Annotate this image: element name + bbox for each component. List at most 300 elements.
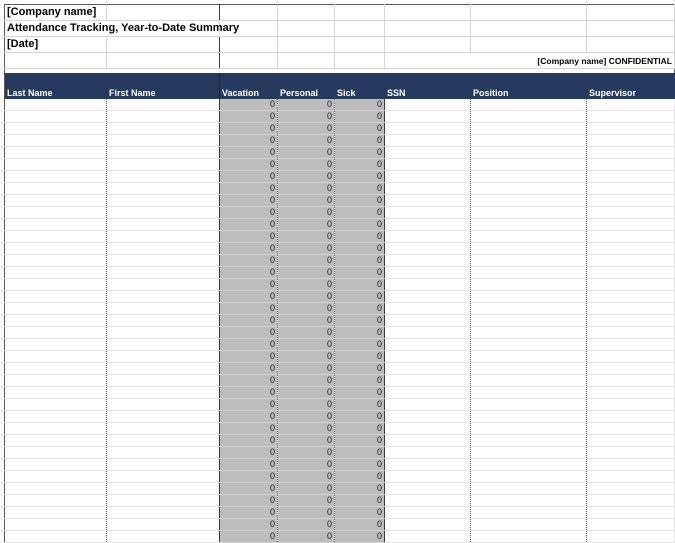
supervisor-cell[interactable]	[587, 494, 675, 506]
header-empty-cell[interactable]	[587, 5, 675, 21]
supervisor-cell[interactable]	[587, 350, 675, 362]
first-name-cell[interactable]	[107, 302, 220, 314]
supervisor-cell[interactable]	[587, 446, 675, 458]
personal-cell[interactable]: 0	[278, 134, 335, 146]
vacation-cell[interactable]: 0	[220, 326, 278, 338]
sick-cell[interactable]: 0	[335, 122, 385, 134]
supervisor-cell[interactable]	[587, 434, 675, 446]
ssn-cell[interactable]	[385, 230, 471, 242]
supervisor-cell[interactable]	[587, 122, 675, 134]
last-name-cell[interactable]	[5, 422, 107, 434]
first-name-cell[interactable]	[107, 374, 220, 386]
ssn-cell[interactable]	[385, 302, 471, 314]
position-cell[interactable]	[471, 386, 587, 398]
personal-cell[interactable]: 0	[278, 386, 335, 398]
personal-cell[interactable]: 0	[278, 266, 335, 278]
ssn-cell[interactable]	[385, 110, 471, 122]
first-name-cell[interactable]	[107, 506, 220, 518]
supervisor-cell[interactable]	[587, 410, 675, 422]
ssn-cell[interactable]	[385, 122, 471, 134]
personal-cell[interactable]: 0	[278, 254, 335, 266]
header-empty-cell[interactable]	[471, 21, 587, 37]
position-cell[interactable]	[471, 314, 587, 326]
sick-cell[interactable]: 0	[335, 254, 385, 266]
position-cell[interactable]	[471, 278, 587, 290]
vacation-cell[interactable]: 0	[220, 470, 278, 482]
sick-cell[interactable]: 0	[335, 494, 385, 506]
vacation-cell[interactable]: 0	[220, 230, 278, 242]
first-name-cell[interactable]	[107, 314, 220, 326]
first-name-cell[interactable]	[107, 110, 220, 122]
ssn-cell[interactable]	[385, 158, 471, 170]
header-empty-cell[interactable]	[587, 37, 675, 53]
ssn-cell[interactable]	[385, 482, 471, 494]
header-empty-cell[interactable]	[335, 53, 385, 69]
supervisor-cell[interactable]	[587, 158, 675, 170]
position-cell[interactable]	[471, 302, 587, 314]
supervisor-cell[interactable]	[587, 266, 675, 278]
supervisor-cell[interactable]	[587, 374, 675, 386]
vacation-cell[interactable]: 0	[220, 182, 278, 194]
personal-cell[interactable]: 0	[278, 470, 335, 482]
ssn-cell[interactable]	[385, 422, 471, 434]
last-name-cell[interactable]	[5, 470, 107, 482]
last-name-cell[interactable]	[5, 134, 107, 146]
vacation-cell[interactable]: 0	[220, 422, 278, 434]
sick-cell[interactable]: 0	[335, 110, 385, 122]
personal-cell[interactable]: 0	[278, 374, 335, 386]
personal-cell[interactable]: 0	[278, 146, 335, 158]
supervisor-cell[interactable]	[587, 170, 675, 182]
position-cell[interactable]	[471, 530, 587, 542]
col-header-first-name[interactable]: First Name	[107, 74, 220, 99]
personal-cell[interactable]: 0	[278, 230, 335, 242]
supervisor-cell[interactable]	[587, 506, 675, 518]
supervisor-cell[interactable]	[587, 314, 675, 326]
position-cell[interactable]	[471, 494, 587, 506]
ssn-cell[interactable]	[385, 218, 471, 230]
vacation-cell[interactable]: 0	[220, 434, 278, 446]
first-name-cell[interactable]	[107, 134, 220, 146]
ssn-cell[interactable]	[385, 458, 471, 470]
personal-cell[interactable]: 0	[278, 410, 335, 422]
supervisor-cell[interactable]	[587, 422, 675, 434]
position-cell[interactable]	[471, 374, 587, 386]
ssn-cell[interactable]	[385, 362, 471, 374]
header-empty-cell[interactable]	[471, 5, 587, 21]
supervisor-cell[interactable]	[587, 99, 675, 111]
position-cell[interactable]	[471, 206, 587, 218]
sick-cell[interactable]: 0	[335, 194, 385, 206]
header-empty-cell[interactable]	[335, 21, 385, 37]
sick-cell[interactable]: 0	[335, 314, 385, 326]
vacation-cell[interactable]: 0	[220, 458, 278, 470]
last-name-cell[interactable]	[5, 230, 107, 242]
personal-cell[interactable]: 0	[278, 434, 335, 446]
sick-cell[interactable]: 0	[335, 482, 385, 494]
header-empty-cell[interactable]	[278, 21, 335, 37]
supervisor-cell[interactable]	[587, 278, 675, 290]
ssn-cell[interactable]	[385, 410, 471, 422]
vacation-cell[interactable]: 0	[220, 134, 278, 146]
vacation-cell[interactable]: 0	[220, 194, 278, 206]
header-empty-cell[interactable]	[587, 21, 675, 37]
first-name-cell[interactable]	[107, 386, 220, 398]
vacation-cell[interactable]: 0	[220, 506, 278, 518]
sheet-title-cell[interactable]: Attendance Tracking, Year-to-Date Summary	[5, 21, 220, 37]
first-name-cell[interactable]	[107, 326, 220, 338]
header-empty-cell[interactable]	[107, 53, 220, 69]
header-empty-cell[interactable]	[278, 53, 335, 69]
sick-cell[interactable]: 0	[335, 230, 385, 242]
header-empty-cell[interactable]	[385, 21, 471, 37]
last-name-cell[interactable]	[5, 398, 107, 410]
supervisor-cell[interactable]	[587, 386, 675, 398]
position-cell[interactable]	[471, 410, 587, 422]
position-cell[interactable]	[471, 170, 587, 182]
ssn-cell[interactable]	[385, 326, 471, 338]
first-name-cell[interactable]	[107, 458, 220, 470]
position-cell[interactable]	[471, 99, 587, 111]
position-cell[interactable]	[471, 362, 587, 374]
header-empty-cell[interactable]	[107, 5, 220, 21]
personal-cell[interactable]: 0	[278, 302, 335, 314]
position-cell[interactable]	[471, 266, 587, 278]
date-cell[interactable]: [Date]	[5, 37, 107, 53]
first-name-cell[interactable]	[107, 158, 220, 170]
sick-cell[interactable]: 0	[335, 350, 385, 362]
personal-cell[interactable]: 0	[278, 182, 335, 194]
first-name-cell[interactable]	[107, 218, 220, 230]
sick-cell[interactable]: 0	[335, 99, 385, 111]
sick-cell[interactable]: 0	[335, 158, 385, 170]
supervisor-cell[interactable]	[587, 338, 675, 350]
ssn-cell[interactable]	[385, 194, 471, 206]
ssn-cell[interactable]	[385, 99, 471, 111]
header-empty-cell[interactable]	[385, 37, 471, 53]
supervisor-cell[interactable]	[587, 242, 675, 254]
last-name-cell[interactable]	[5, 194, 107, 206]
last-name-cell[interactable]	[5, 374, 107, 386]
sick-cell[interactable]: 0	[335, 134, 385, 146]
vacation-cell[interactable]: 0	[220, 122, 278, 134]
confidential-label[interactable]: [Company name] CONFIDENTIAL	[385, 53, 675, 69]
personal-cell[interactable]: 0	[278, 326, 335, 338]
ssn-cell[interactable]	[385, 242, 471, 254]
personal-cell[interactable]: 0	[278, 338, 335, 350]
personal-cell[interactable]: 0	[278, 170, 335, 182]
position-cell[interactable]	[471, 338, 587, 350]
position-cell[interactable]	[471, 506, 587, 518]
personal-cell[interactable]: 0	[278, 158, 335, 170]
sick-cell[interactable]: 0	[335, 422, 385, 434]
ssn-cell[interactable]	[385, 350, 471, 362]
header-empty-cell[interactable]	[107, 37, 220, 53]
last-name-cell[interactable]	[5, 386, 107, 398]
personal-cell[interactable]: 0	[278, 242, 335, 254]
ssn-cell[interactable]	[385, 506, 471, 518]
position-cell[interactable]	[471, 218, 587, 230]
vacation-cell[interactable]: 0	[220, 314, 278, 326]
last-name-cell[interactable]	[5, 482, 107, 494]
sick-cell[interactable]: 0	[335, 410, 385, 422]
position-cell[interactable]	[471, 122, 587, 134]
sick-cell[interactable]: 0	[335, 266, 385, 278]
ssn-cell[interactable]	[385, 338, 471, 350]
header-empty-cell[interactable]	[5, 53, 107, 69]
first-name-cell[interactable]	[107, 182, 220, 194]
vacation-cell[interactable]: 0	[220, 254, 278, 266]
last-name-cell[interactable]	[5, 158, 107, 170]
supervisor-cell[interactable]	[587, 290, 675, 302]
vacation-cell[interactable]: 0	[220, 386, 278, 398]
header-empty-cell[interactable]	[220, 53, 278, 69]
first-name-cell[interactable]	[107, 146, 220, 158]
sick-cell[interactable]: 0	[335, 182, 385, 194]
supervisor-cell[interactable]	[587, 230, 675, 242]
supervisor-cell[interactable]	[587, 530, 675, 542]
ssn-cell[interactable]	[385, 266, 471, 278]
position-cell[interactable]	[471, 434, 587, 446]
header-empty-cell[interactable]	[220, 37, 278, 53]
ssn-cell[interactable]	[385, 314, 471, 326]
first-name-cell[interactable]	[107, 434, 220, 446]
sick-cell[interactable]: 0	[335, 530, 385, 542]
vacation-cell[interactable]: 0	[220, 278, 278, 290]
sick-cell[interactable]: 0	[335, 386, 385, 398]
ssn-cell[interactable]	[385, 446, 471, 458]
personal-cell[interactable]: 0	[278, 99, 335, 111]
col-header-ssn[interactable]: SSN	[385, 74, 471, 99]
first-name-cell[interactable]	[107, 338, 220, 350]
header-empty-cell[interactable]	[471, 37, 587, 53]
first-name-cell[interactable]	[107, 494, 220, 506]
sick-cell[interactable]: 0	[335, 398, 385, 410]
sick-cell[interactable]: 0	[335, 146, 385, 158]
supervisor-cell[interactable]	[587, 470, 675, 482]
supervisor-cell[interactable]	[587, 482, 675, 494]
supervisor-cell[interactable]	[587, 206, 675, 218]
personal-cell[interactable]: 0	[278, 518, 335, 530]
supervisor-cell[interactable]	[587, 182, 675, 194]
last-name-cell[interactable]	[5, 458, 107, 470]
sick-cell[interactable]: 0	[335, 278, 385, 290]
supervisor-cell[interactable]	[587, 326, 675, 338]
position-cell[interactable]	[471, 158, 587, 170]
header-empty-cell[interactable]	[385, 5, 471, 21]
sick-cell[interactable]: 0	[335, 338, 385, 350]
ssn-cell[interactable]	[385, 278, 471, 290]
col-header-personal[interactable]: Personal	[278, 74, 335, 99]
first-name-cell[interactable]	[107, 170, 220, 182]
vacation-cell[interactable]: 0	[220, 494, 278, 506]
col-header-vacation[interactable]: Vacation	[220, 74, 278, 99]
header-empty-cell[interactable]	[278, 37, 335, 53]
position-cell[interactable]	[471, 482, 587, 494]
last-name-cell[interactable]	[5, 122, 107, 134]
last-name-cell[interactable]	[5, 242, 107, 254]
first-name-cell[interactable]	[107, 230, 220, 242]
sick-cell[interactable]: 0	[335, 446, 385, 458]
last-name-cell[interactable]	[5, 290, 107, 302]
sick-cell[interactable]: 0	[335, 458, 385, 470]
first-name-cell[interactable]	[107, 206, 220, 218]
ssn-cell[interactable]	[385, 134, 471, 146]
last-name-cell[interactable]	[5, 182, 107, 194]
vacation-cell[interactable]: 0	[220, 410, 278, 422]
personal-cell[interactable]: 0	[278, 446, 335, 458]
col-header-supervisor[interactable]: Supervisor	[587, 74, 675, 99]
first-name-cell[interactable]	[107, 482, 220, 494]
last-name-cell[interactable]	[5, 350, 107, 362]
vacation-cell[interactable]: 0	[220, 302, 278, 314]
vacation-cell[interactable]: 0	[220, 530, 278, 542]
header-empty-cell[interactable]	[335, 5, 385, 21]
sick-cell[interactable]: 0	[335, 290, 385, 302]
col-header-position[interactable]: Position	[471, 74, 587, 99]
vacation-cell[interactable]: 0	[220, 518, 278, 530]
sick-cell[interactable]: 0	[335, 218, 385, 230]
vacation-cell[interactable]: 0	[220, 110, 278, 122]
vacation-cell[interactable]: 0	[220, 146, 278, 158]
position-cell[interactable]	[471, 422, 587, 434]
first-name-cell[interactable]	[107, 266, 220, 278]
personal-cell[interactable]: 0	[278, 494, 335, 506]
first-name-cell[interactable]	[107, 254, 220, 266]
position-cell[interactable]	[471, 398, 587, 410]
personal-cell[interactable]: 0	[278, 506, 335, 518]
last-name-cell[interactable]	[5, 446, 107, 458]
position-cell[interactable]	[471, 350, 587, 362]
company-name-cell[interactable]: [Company name]	[5, 5, 107, 21]
last-name-cell[interactable]	[5, 206, 107, 218]
position-cell[interactable]	[471, 194, 587, 206]
vacation-cell[interactable]: 0	[220, 374, 278, 386]
vacation-cell[interactable]: 0	[220, 206, 278, 218]
first-name-cell[interactable]	[107, 99, 220, 111]
ssn-cell[interactable]	[385, 494, 471, 506]
last-name-cell[interactable]	[5, 506, 107, 518]
ssn-cell[interactable]	[385, 254, 471, 266]
vacation-cell[interactable]: 0	[220, 290, 278, 302]
ssn-cell[interactable]	[385, 470, 471, 482]
personal-cell[interactable]: 0	[278, 530, 335, 542]
personal-cell[interactable]: 0	[278, 398, 335, 410]
sick-cell[interactable]: 0	[335, 434, 385, 446]
ssn-cell[interactable]	[385, 146, 471, 158]
first-name-cell[interactable]	[107, 446, 220, 458]
supervisor-cell[interactable]	[587, 362, 675, 374]
supervisor-cell[interactable]	[587, 254, 675, 266]
last-name-cell[interactable]	[5, 254, 107, 266]
first-name-cell[interactable]	[107, 398, 220, 410]
position-cell[interactable]	[471, 290, 587, 302]
position-cell[interactable]	[471, 458, 587, 470]
supervisor-cell[interactable]	[587, 398, 675, 410]
supervisor-cell[interactable]	[587, 458, 675, 470]
supervisor-cell[interactable]	[587, 302, 675, 314]
ssn-cell[interactable]	[385, 290, 471, 302]
last-name-cell[interactable]	[5, 434, 107, 446]
supervisor-cell[interactable]	[587, 146, 675, 158]
vacation-cell[interactable]: 0	[220, 266, 278, 278]
personal-cell[interactable]: 0	[278, 206, 335, 218]
sick-cell[interactable]: 0	[335, 206, 385, 218]
vacation-cell[interactable]: 0	[220, 398, 278, 410]
sick-cell[interactable]: 0	[335, 470, 385, 482]
position-cell[interactable]	[471, 326, 587, 338]
last-name-cell[interactable]	[5, 99, 107, 111]
last-name-cell[interactable]	[5, 338, 107, 350]
first-name-cell[interactable]	[107, 278, 220, 290]
supervisor-cell[interactable]	[587, 110, 675, 122]
supervisor-cell[interactable]	[587, 134, 675, 146]
header-empty-cell[interactable]	[335, 37, 385, 53]
first-name-cell[interactable]	[107, 422, 220, 434]
vacation-cell[interactable]: 0	[220, 338, 278, 350]
vacation-cell[interactable]: 0	[220, 170, 278, 182]
position-cell[interactable]	[471, 110, 587, 122]
personal-cell[interactable]: 0	[278, 314, 335, 326]
last-name-cell[interactable]	[5, 302, 107, 314]
position-cell[interactable]	[471, 242, 587, 254]
ssn-cell[interactable]	[385, 374, 471, 386]
ssn-cell[interactable]	[385, 206, 471, 218]
first-name-cell[interactable]	[107, 194, 220, 206]
sick-cell[interactable]: 0	[335, 170, 385, 182]
vacation-cell[interactable]: 0	[220, 218, 278, 230]
supervisor-cell[interactable]	[587, 194, 675, 206]
first-name-cell[interactable]	[107, 290, 220, 302]
personal-cell[interactable]: 0	[278, 218, 335, 230]
header-empty-cell[interactable]	[278, 5, 335, 21]
last-name-cell[interactable]	[5, 530, 107, 542]
position-cell[interactable]	[471, 134, 587, 146]
last-name-cell[interactable]	[5, 362, 107, 374]
position-cell[interactable]	[471, 146, 587, 158]
ssn-cell[interactable]	[385, 182, 471, 194]
last-name-cell[interactable]	[5, 146, 107, 158]
ssn-cell[interactable]	[385, 170, 471, 182]
last-name-cell[interactable]	[5, 110, 107, 122]
vacation-cell[interactable]: 0	[220, 350, 278, 362]
ssn-cell[interactable]	[385, 530, 471, 542]
last-name-cell[interactable]	[5, 410, 107, 422]
first-name-cell[interactable]	[107, 410, 220, 422]
personal-cell[interactable]: 0	[278, 122, 335, 134]
sick-cell[interactable]: 0	[335, 242, 385, 254]
sick-cell[interactable]: 0	[335, 362, 385, 374]
last-name-cell[interactable]	[5, 494, 107, 506]
last-name-cell[interactable]	[5, 218, 107, 230]
last-name-cell[interactable]	[5, 314, 107, 326]
sick-cell[interactable]: 0	[335, 374, 385, 386]
vacation-cell[interactable]: 0	[220, 158, 278, 170]
ssn-cell[interactable]	[385, 398, 471, 410]
ssn-cell[interactable]	[385, 434, 471, 446]
sick-cell[interactable]: 0	[335, 302, 385, 314]
vacation-cell[interactable]: 0	[220, 99, 278, 111]
col-header-sick[interactable]: Sick	[335, 74, 385, 99]
personal-cell[interactable]: 0	[278, 362, 335, 374]
supervisor-cell[interactable]	[587, 218, 675, 230]
personal-cell[interactable]: 0	[278, 194, 335, 206]
first-name-cell[interactable]	[107, 530, 220, 542]
last-name-cell[interactable]	[5, 326, 107, 338]
header-empty-cell[interactable]	[220, 5, 278, 21]
last-name-cell[interactable]	[5, 266, 107, 278]
position-cell[interactable]	[471, 254, 587, 266]
